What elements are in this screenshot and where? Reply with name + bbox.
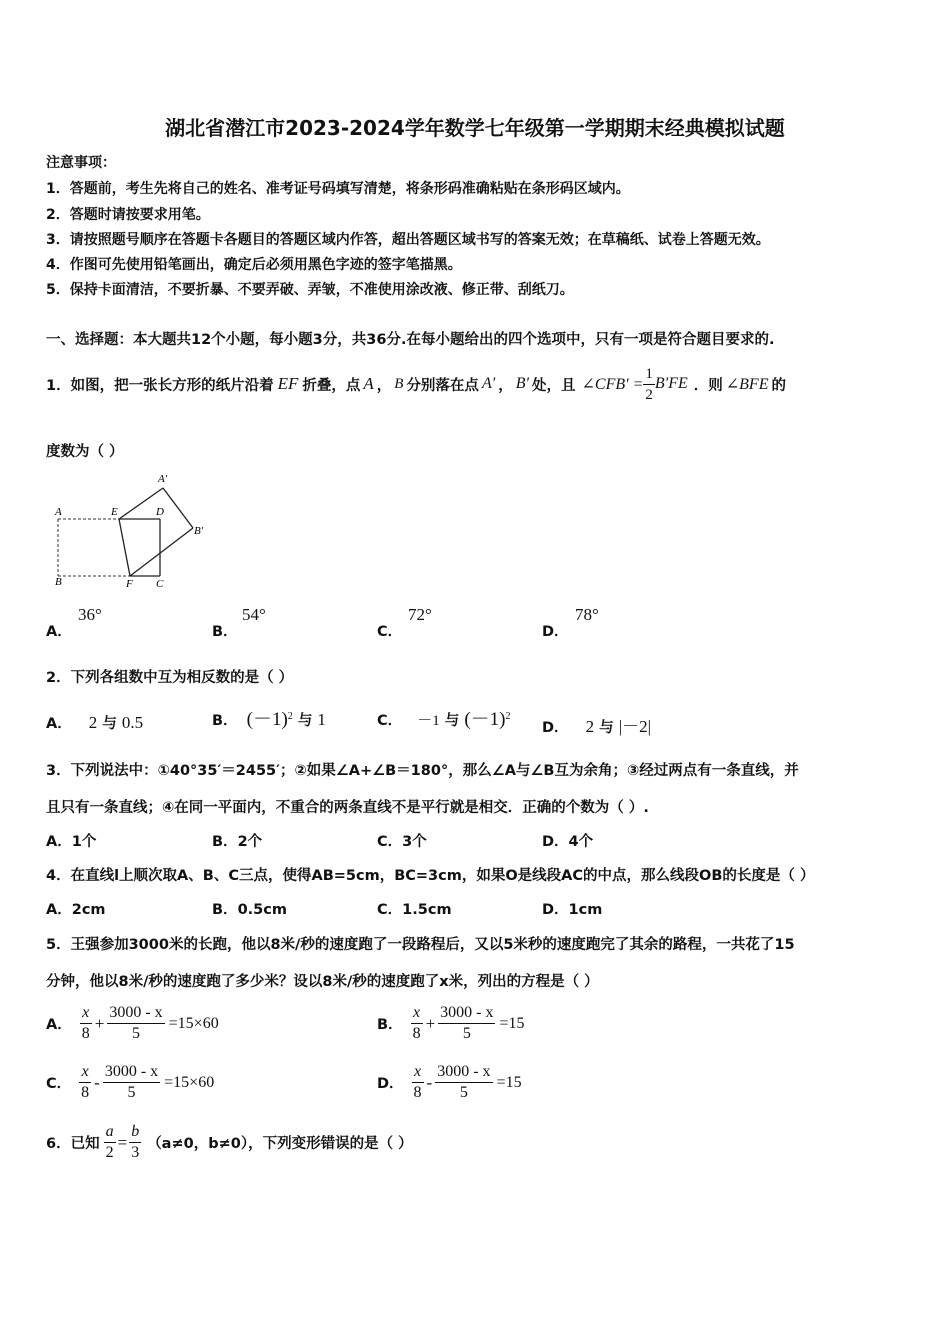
q6-text: （a≠0，b≠0），下列变形错误的是（ ） (147, 1136, 413, 1152)
question-3-line2: 且只有一条直线；④在同一平面内，不重合的两条直线不是平行就是相交．正确的个数为（ ）. (46, 800, 649, 816)
q1-option-b-label[interactable]: B． (212, 624, 238, 640)
option-math: |－2| (618, 717, 652, 736)
option-value: 1.5cm (402, 902, 452, 918)
question-5-line2: 分钟，他以8米/秒的速度跑了多少米？设以8米/秒的速度跑了x米，列出的方程是（ ） (46, 974, 599, 990)
fraction-x-over-8: $\frac{x}{8}$ (412, 1004, 421, 1042)
q1-text: ．则 (693, 377, 723, 394)
q4-option-a[interactable] (46, 898, 106, 919)
option-label: A． (46, 834, 72, 850)
option-exponent: 2 (287, 711, 293, 723)
notice-item: 3．请按照题号顺序在答题卡各题目的答题区域内作答，超出答题区域书写的答案无效；在草稿纸、试卷上答题无效。 (46, 232, 770, 248)
fraction-a-over-2: $\frac{a}{2}$ (105, 1123, 114, 1161)
equation-rhs: =15×60 (164, 1073, 215, 1091)
question-2-stem: 2．下列各组数中互为相反数的是（ ） (46, 670, 294, 686)
fraction-remaining-over-5: $\frac{3000 - x}{5}$ (440, 1004, 494, 1042)
notice-item: 5．保持卡面清洁，不要折暴、不要弄破、弄皱，不准使用涂改液、修正带、刮纸刀。 (46, 282, 574, 298)
section-heading: 一、选择题：本大题共12个小题，每小题3分，共36分.在每小题给出的四个选项中，只有一项是符合题目要求的. (46, 332, 775, 348)
equation-rhs: =15 (496, 1073, 522, 1091)
option-label: C． (377, 902, 403, 918)
option-label: C． (377, 834, 403, 850)
q1-angle-expr: ∠CFB′ = (581, 376, 644, 393)
q1-point-b: B (394, 375, 404, 392)
figure-label-f: F (126, 578, 133, 588)
q6-text: 6．已知 (46, 1136, 100, 1152)
fraction-x-over-8: $\frac{x}{8}$ (81, 1004, 90, 1042)
option-math: 2 (585, 717, 595, 736)
option-value: 0.5cm (237, 902, 287, 918)
question-5-line1: 5．王强参加3000米的长跑，他以8米/秒的速度跑了一段路程后，又以5米秒的速度跑完了其余的路程，一共花了15 (46, 937, 795, 953)
notice-item: 4．作图可先使用铅笔画出，确定后必须用黑色字迹的签字笔描黑。 (46, 257, 462, 273)
equation-rhs: =15×60 (168, 1014, 219, 1032)
fraction-remaining-over-5: $\frac{3000 - x}{5}$ (437, 1063, 491, 1101)
option-text: 与 (297, 713, 313, 729)
q5-option-c[interactable] (46, 1062, 214, 1103)
option-label: B． (377, 1017, 403, 1033)
question-6-stem (46, 1122, 413, 1163)
option-label: D． (542, 720, 569, 736)
question-4-stem: 4．在直线l上顺次取A、B、C三点，使得AB=5cm，BC=3cm，如果O是线段AC的中点，那么线段OB的长度是（ ） (46, 868, 815, 884)
page-title: 湖北省潜江市2023-2024学年数学七年级第一学期期末经典模拟试题 (165, 116, 785, 140)
q1-option-c-label[interactable]: C． (377, 624, 403, 640)
q1-text: 处，且 (532, 377, 576, 394)
q2-option-c[interactable] (377, 704, 511, 731)
option-label: B． (212, 834, 238, 850)
option-label: C． (377, 713, 403, 729)
question-1-line2: 度数为（ ） (46, 444, 124, 460)
figure-label-a: A (55, 506, 62, 518)
q1-text: 分别落在点 (406, 377, 479, 394)
option-label: C． (46, 1076, 72, 1092)
operator: + (94, 1013, 105, 1033)
figure-label-d: D (156, 506, 164, 518)
fraction-remaining-over-5: $\frac{3000 - x}{5}$ (109, 1004, 163, 1042)
option-label: D． (377, 1076, 404, 1092)
option-value: 4个 (568, 834, 594, 850)
option-text: 与 (599, 720, 614, 736)
q2-option-d[interactable] (542, 712, 651, 737)
option-label: A． (46, 1017, 72, 1033)
option-label: B． (212, 713, 238, 729)
figure-label-b: B (55, 576, 62, 588)
q1-point-a1: A′ (481, 375, 496, 392)
q1-option-a-label[interactable]: A． (46, 624, 72, 640)
q1-ef: EF (277, 374, 299, 393)
operator: = (117, 1132, 128, 1152)
q1-text: 折叠，点 (302, 377, 361, 394)
figure-label-b1: B′ (194, 525, 204, 537)
operator: + (425, 1013, 436, 1033)
option-math: 0.5 (121, 713, 144, 732)
q3-option-b[interactable] (212, 830, 262, 851)
figure-label-c: C (156, 578, 164, 588)
q1-text: ， (376, 377, 392, 394)
fraction-x-over-8: $\frac{x}{8}$ (413, 1063, 422, 1101)
q2-option-a[interactable] (46, 712, 143, 733)
q4-option-b[interactable] (212, 898, 287, 919)
equation-rhs: =15 (499, 1014, 525, 1032)
option-label: A． (46, 716, 72, 732)
option-value: 3个 (402, 834, 427, 850)
fraction-x-over-8: $\frac{x}{8}$ (81, 1063, 90, 1101)
q1-option-a-value: 36° (78, 605, 102, 624)
q1-target-angle: ∠BFE (725, 376, 769, 393)
q4-option-d[interactable] (542, 898, 602, 919)
option-exponent: 2 (505, 711, 511, 723)
q1-option-c-value: 72° (408, 605, 432, 624)
option-math: (－1) (464, 709, 506, 730)
figure-label-a1: A′ (158, 473, 168, 485)
q4-option-c[interactable] (377, 898, 452, 919)
option-math: －1 (417, 713, 440, 729)
option-math: 1 (317, 710, 326, 729)
operator: - (94, 1072, 100, 1092)
q3-option-c[interactable] (377, 830, 427, 851)
option-math: 2 (88, 713, 98, 732)
q1-point-b1: B′ (515, 375, 529, 392)
q1-text: 的 (771, 377, 786, 394)
q5-option-a[interactable] (46, 1003, 219, 1044)
q2-option-b[interactable] (212, 704, 326, 731)
notice-item: 2．答题时请按要求用笔。 (46, 207, 210, 223)
q5-option-d[interactable] (377, 1062, 522, 1103)
q3-option-d[interactable] (542, 830, 593, 851)
operator: - (426, 1072, 433, 1092)
fraction-b-over-3: $\frac{b}{3}$ (131, 1123, 140, 1161)
q1-option-d-label[interactable]: D． (542, 624, 569, 640)
q1-half-fraction: $\frac{1}{2}$ (645, 365, 653, 403)
q1-option-d-value: 78° (575, 605, 599, 624)
option-text: 与 (102, 716, 117, 732)
option-math: (－1) (246, 709, 288, 730)
q3-option-a[interactable] (46, 830, 96, 851)
option-value: 1个 (71, 834, 97, 850)
figure-label-e: E (111, 506, 118, 518)
question-3-line1: 3．下列说法中：①40°35′＝2455′；②如果∠A+∠B＝180°，那么∠A与∠B互为余角；③经过两点有一条直线，并 (46, 763, 799, 779)
option-label: D． (542, 834, 569, 850)
q1-point-a: A (363, 374, 374, 393)
option-value: 2cm (71, 902, 106, 918)
option-label: A． (46, 902, 72, 918)
notice-heading: 注意事项： (46, 155, 116, 171)
fraction-remaining-over-5: $\frac{3000 - x}{5}$ (104, 1063, 159, 1101)
notice-item: 1．答题前，考生先将自己的姓名、准考证号码填写清楚，将条形码准确粘贴在条形码区域内。 (46, 181, 630, 197)
q1-text: 1．如图，把一张长方形的纸片沿着 (46, 377, 274, 394)
q1-text: ， (498, 377, 513, 394)
option-value: 2个 (237, 834, 263, 850)
fold-figure (48, 468, 218, 588)
q5-option-b[interactable] (377, 1003, 525, 1044)
option-value: 1cm (568, 902, 603, 918)
option-label: B． (212, 902, 238, 918)
q1-option-b-value: 54° (242, 605, 266, 624)
q1-angle-expr: B′FE (654, 375, 688, 392)
option-label: D． (542, 902, 569, 918)
question-1-stem (46, 364, 786, 404)
option-text: 与 (444, 713, 460, 729)
